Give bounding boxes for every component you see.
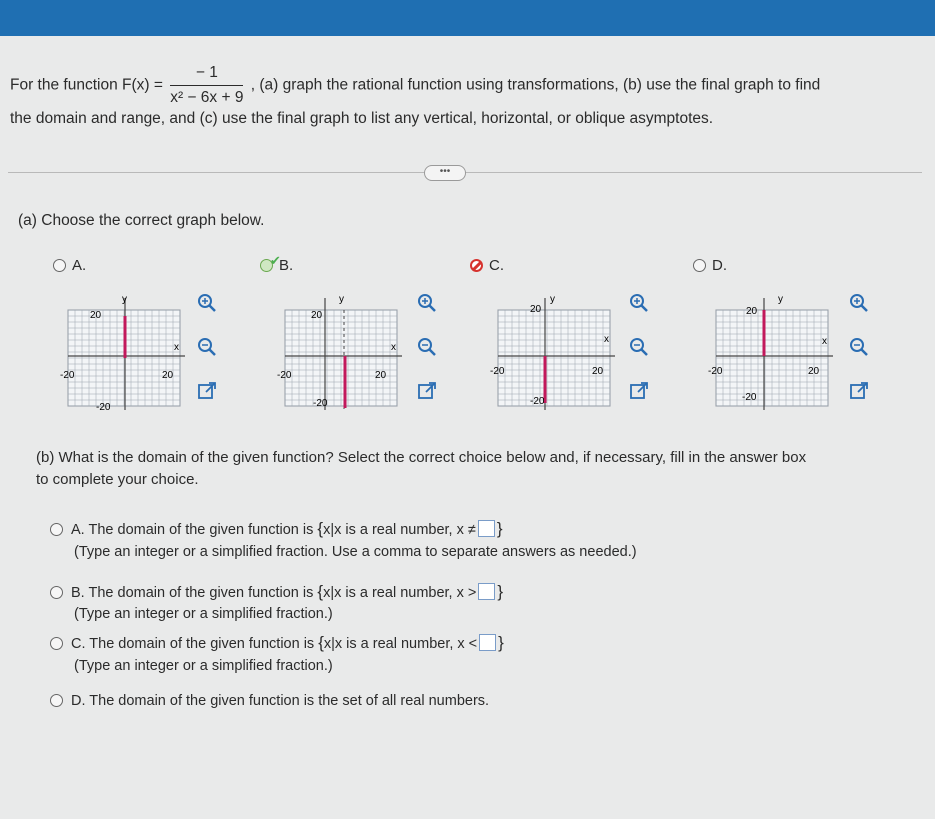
choice-d-radio[interactable]: [50, 694, 63, 707]
brace-open: {: [317, 519, 324, 538]
choice-a-set: x|x is a real number, x ≠: [323, 522, 476, 538]
option-c[interactable]: [470, 257, 504, 274]
graph-c-neg: -20: [490, 366, 505, 377]
graph-a[interactable]: [58, 288, 190, 412]
zoom-in-icon[interactable]: [848, 292, 870, 314]
part-b-prompt-line1: (b) What is the domain of the given function? Select the correct choice below and, if necessary, fill in the answer box: [36, 449, 807, 466]
answer-box-c[interactable]: [479, 634, 496, 651]
brace-close: }: [497, 582, 504, 601]
graph-a-yneg: -20: [96, 402, 111, 412]
option-b[interactable]: [260, 253, 294, 274]
zoom-out-icon[interactable]: [848, 336, 870, 358]
graph-d-yneg: -20: [742, 392, 757, 403]
choice-b-hint: (Type an integer or a simplified fraction.): [74, 606, 333, 622]
graph-c-grid: [498, 310, 610, 406]
choice-d[interactable]: [50, 693, 489, 709]
graph-b-x-label: x: [391, 342, 396, 353]
graph-d[interactable]: [706, 288, 838, 412]
choice-b[interactable]: [50, 582, 503, 602]
expand-icon[interactable]: [196, 380, 218, 402]
choice-c-label: C.: [71, 636, 86, 652]
question-line2: the domain and range, and (c) use the final graph to list any vertical, horizontal, or oblique asymptotes.: [10, 110, 714, 127]
choice-c-set: x|x is a real number, x <: [323, 636, 478, 652]
graph-a-ypos: 20: [90, 310, 102, 321]
choice-d-text: The domain of the given function is the set of all real numbers.: [89, 693, 490, 709]
graph-b-y-label: y: [339, 294, 344, 305]
choice-a[interactable]: [50, 519, 503, 539]
option-d-label: D.: [712, 257, 727, 274]
zoom-in-icon[interactable]: [196, 292, 218, 314]
graph-d-grid: [716, 310, 828, 406]
choice-a-label: A.: [71, 522, 85, 538]
part-a-prompt: (a) Choose the correct graph below.: [18, 212, 265, 229]
graph-d-tools: [848, 292, 872, 424]
expand-icon[interactable]: [628, 380, 650, 402]
question-text: [10, 62, 925, 127]
graph-c-x-label: x: [604, 334, 609, 345]
graph-a-y-label: y: [122, 294, 127, 305]
choice-c[interactable]: [50, 633, 504, 653]
graph-d-neg: -20: [708, 366, 723, 377]
brace-open: {: [317, 582, 324, 601]
radio-d[interactable]: [693, 259, 706, 272]
expand-icon[interactable]: [848, 380, 870, 402]
graph-c-yneg: -20: [530, 396, 545, 407]
graph-b[interactable]: [275, 288, 407, 412]
choice-a-text: The domain of the given function is: [88, 522, 314, 538]
graph-c[interactable]: [488, 288, 620, 412]
zoom-out-icon[interactable]: [628, 336, 650, 358]
part-b-prompt: [36, 447, 916, 491]
graph-d-ypos: 20: [746, 306, 758, 317]
answer-box-a[interactable]: [478, 520, 495, 537]
zoom-in-icon[interactable]: [628, 292, 650, 314]
option-d[interactable]: [693, 257, 727, 274]
fraction-denominator: x² − 6x + 9: [170, 89, 244, 106]
zoom-out-icon[interactable]: [416, 336, 438, 358]
brace-open: {: [318, 633, 324, 652]
incorrect-icon[interactable]: [470, 259, 483, 272]
choice-c-radio[interactable]: [50, 637, 63, 650]
option-c-label: C.: [489, 257, 504, 274]
answer-box-b[interactable]: [478, 583, 495, 600]
graph-a-x-label: x: [174, 342, 179, 353]
graph-b-ypos: 20: [311, 310, 323, 321]
graph-c-pos: 20: [592, 366, 604, 377]
question-prefix: For the function F(x) =: [10, 76, 163, 94]
graph-c-tools: [628, 292, 652, 424]
brace-close: }: [496, 519, 503, 538]
graph-c-y-label: y: [550, 294, 555, 305]
choice-b-text: The domain of the given function is: [88, 585, 314, 601]
expand-button[interactable]: •••: [424, 165, 466, 181]
brace-close: }: [498, 633, 504, 652]
zoom-in-icon[interactable]: [416, 292, 438, 314]
expand-icon[interactable]: [416, 380, 438, 402]
choice-b-label: B.: [71, 585, 85, 601]
fraction-numerator: − 1: [170, 62, 243, 86]
choice-a-radio[interactable]: [50, 523, 63, 536]
graph-d-x-label: x: [822, 336, 827, 347]
graph-b-yneg: -20: [313, 398, 328, 409]
radio-b[interactable]: [260, 253, 281, 272]
graph-a-neg: -20: [60, 370, 75, 381]
radio-a[interactable]: [53, 259, 66, 272]
choice-b-set: x|x is a real number, x >: [323, 585, 477, 601]
option-a-label: A.: [72, 257, 87, 274]
graph-b-grid: [285, 310, 397, 406]
choice-c-text: The domain of the given function is: [89, 636, 315, 652]
option-a[interactable]: [53, 257, 86, 274]
choice-c-hint: (Type an integer or a simplified fraction.): [74, 658, 333, 674]
choice-b-radio[interactable]: [50, 586, 63, 599]
fraction: [170, 62, 243, 109]
graph-b-pos: 20: [375, 370, 387, 381]
graph-c-ypos: 20: [530, 304, 542, 315]
zoom-out-icon[interactable]: [196, 336, 218, 358]
graph-d-pos: 20: [808, 366, 820, 377]
check-icon: ✔: [270, 253, 281, 268]
option-b-label: B.: [279, 257, 294, 274]
choice-d-label: D.: [71, 693, 86, 709]
graph-a-tools: [196, 292, 220, 424]
question-suffix: , (a) graph the rational function using transformations, (b) use the final graph to find: [250, 76, 821, 94]
part-b-prompt-line2: to complete your choice.: [36, 471, 199, 488]
graph-b-neg: -20: [277, 370, 292, 381]
top-bar: [0, 0, 935, 36]
graph-d-y-label: y: [778, 294, 783, 305]
choice-a-hint: (Type an integer or a simplified fraction. Use a comma to separate answers as needed.): [74, 544, 637, 560]
graph-a-pos: 20: [162, 370, 174, 381]
graph-b-tools: [416, 292, 440, 424]
